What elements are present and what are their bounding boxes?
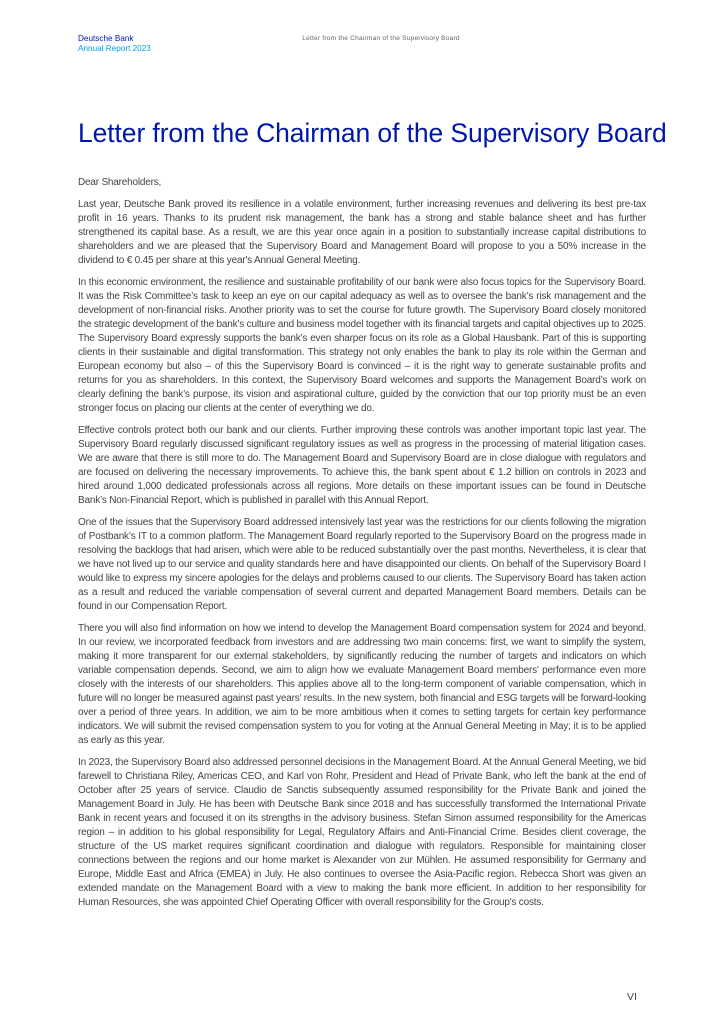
- page-number: VI: [627, 991, 637, 1003]
- brand-block: [78, 34, 151, 53]
- paragraph: There you will also find information on how we intend to develop the Management Board compensation system for 2024 and beyond. In our review, we incorporated feedback from investors and are addressing two main concerns: first, we want to simplify the system, making it more transparent for our external stakeholders, by significantly reducing the number of targets and indicators on which variable compensation depends. Second, we aim to align how we evaluate Management Board members’ performance even more closely with the interests of our shareholders. This applies above all to the long-term component of variable compensation, which in future will no longer be measured against past years’ results. In the new system, both financial and ESG targets will be forward-looking over a period of three years. In addition, we aim to be more ambitious when it comes to setting targets for certain key performance indicators. We will submit the revised compensation system to you for voting at the Annual General Meeting in May; it is to be applied as early as this year.: [78, 623, 646, 746]
- running-header: Letter from the Chairman of the Supervisory Board: [302, 35, 460, 42]
- paragraph: Last year, Deutsche Bank proved its resilience in a volatile environment, further increasing revenues and delivering its best pre-tax profit in 16 years. Thanks to its prudent risk management, the bank has a strong and stable balance sheet and has further strengthened its capital base. As a result, we are this year once again in a position to substantially increase capital distributions to shareholders and we are pleased that the Supervisory Board and Management Board will propose to you a 50% increase in the dividend to € 0.45 per share at this year's Annual General Meeting.: [78, 199, 646, 266]
- salutation: Dear Shareholders,: [78, 177, 162, 188]
- paragraph: One of the issues that the Supervisory Board addressed intensively last year was the restrictions for our clients following the migration of Postbank’s IT to a common platform. The Management Board regularly reported to the Supervisory Board on the progress made in resolving the backlogs that had arisen, which were able to be reduced substantially over the past months. Nevertheless, it is clear that we have not lived up to our service and quality standards here and have disappointed our clients. On behalf of the Supervisory Board I would like to express my sincere apologies for the delays and problems caused to our clients. The Supervisory Board has taken action as a result and reduced the variable compensation of several current and departed Management Board members. Details can be found in our Compensation Report.: [78, 517, 646, 612]
- page-title: Letter from the Chairman of the Supervisory Board: [78, 118, 667, 148]
- letter-body: [78, 176, 646, 910]
- paragraph: Effective controls protect both our bank and our clients. Further improving these controls was another important topic last year. The Supervisory Board regularly discussed significant regulatory issues as well as progress in the processing of material litigation cases. We are aware that there is still more to do. The Management Board and Supervisory Board are in close dialogue with regulators and are focused on delivering the necessary improvements. To achieve this, the bank spent about € 1.2 billion on controls in 2023 and hired around 1,000 dedicated professionals across all regions. More details on these important issues can be found in Deutsche Bank’s Non-Financial Report, which is published in parallel with this Annual Report.: [78, 425, 646, 506]
- paragraph: In 2023, the Supervisory Board also addressed personnel decisions in the Management Board. At the Annual General Meeting, we bid farewell to Christiana Riley, Americas CEO, and Karl von Rohr, President and Head of Private Bank, who left the bank at the end of October after 25 years of service. Claudio de Sanctis subsequently assumed responsibility for the Private Bank and joined the Management Board in July. He has been with Deutsche Bank since 2018 and has successfully transformed the International Private Bank in recent years and focused it on its strengths in the advisory business. Stefan Simon assumed responsibility for the Americas region – in addition to his global responsibility for Legal, Regulatory Affairs and Anti-Financial Crime. Besides client coverage, the structure of the US market requires significant coordination and dialogue with regulators. Responsible for maintaining closer connections between the regions and our home market is Alexander von zur Mühlen. He assumed responsibility for Germany and Europe, Middle East and Africa (EMEA) in July. He also continues to oversee the Asia-Pacific region. Rebecca Short was given an extended mandate on the Management Board with a view to making the bank more efficient. In addition to her responsibility for Human Resources, she was appointed Chief Operating Officer with overall responsibility for the Group's costs.: [78, 757, 646, 908]
- paragraph: In this economic environment, the resilience and sustainable profitability of our bank were also focus topics for the Supervisory Board. It was the Risk Committee’s task to keep an eye on our capital adequacy as well as to oversee the bank’s risk management and the development of non-financial risks. Another priority was to set the course for future growth. The Supervisory Board closely monitored the strategic development of the bank’s culture and business model together with its financial targets and capital objectives up to 2025. The Supervisory Board expressly supports the bank’s even sharper focus on its role as a Global Hausbank. Part of this is supporting clients in their sustainable and digital transformation. This strategy not only enables the bank to play its role within the German and European economy but also – of this the Supervisory Board is convinced – it is the right way to generate sustainable profits and returns for you as shareholders. In this context, the Supervisory Board welcomes and supports the Management Board’s work on clearly defining the bank’s purpose, its vision and aspirational culture, guided by the conviction that our top priority must be an even stronger focus on placing our clients at the center of everything we do.: [78, 277, 646, 414]
- brand-name: Deutsche Bank: [78, 34, 134, 43]
- report-name: Annual Report 2023: [78, 43, 151, 53]
